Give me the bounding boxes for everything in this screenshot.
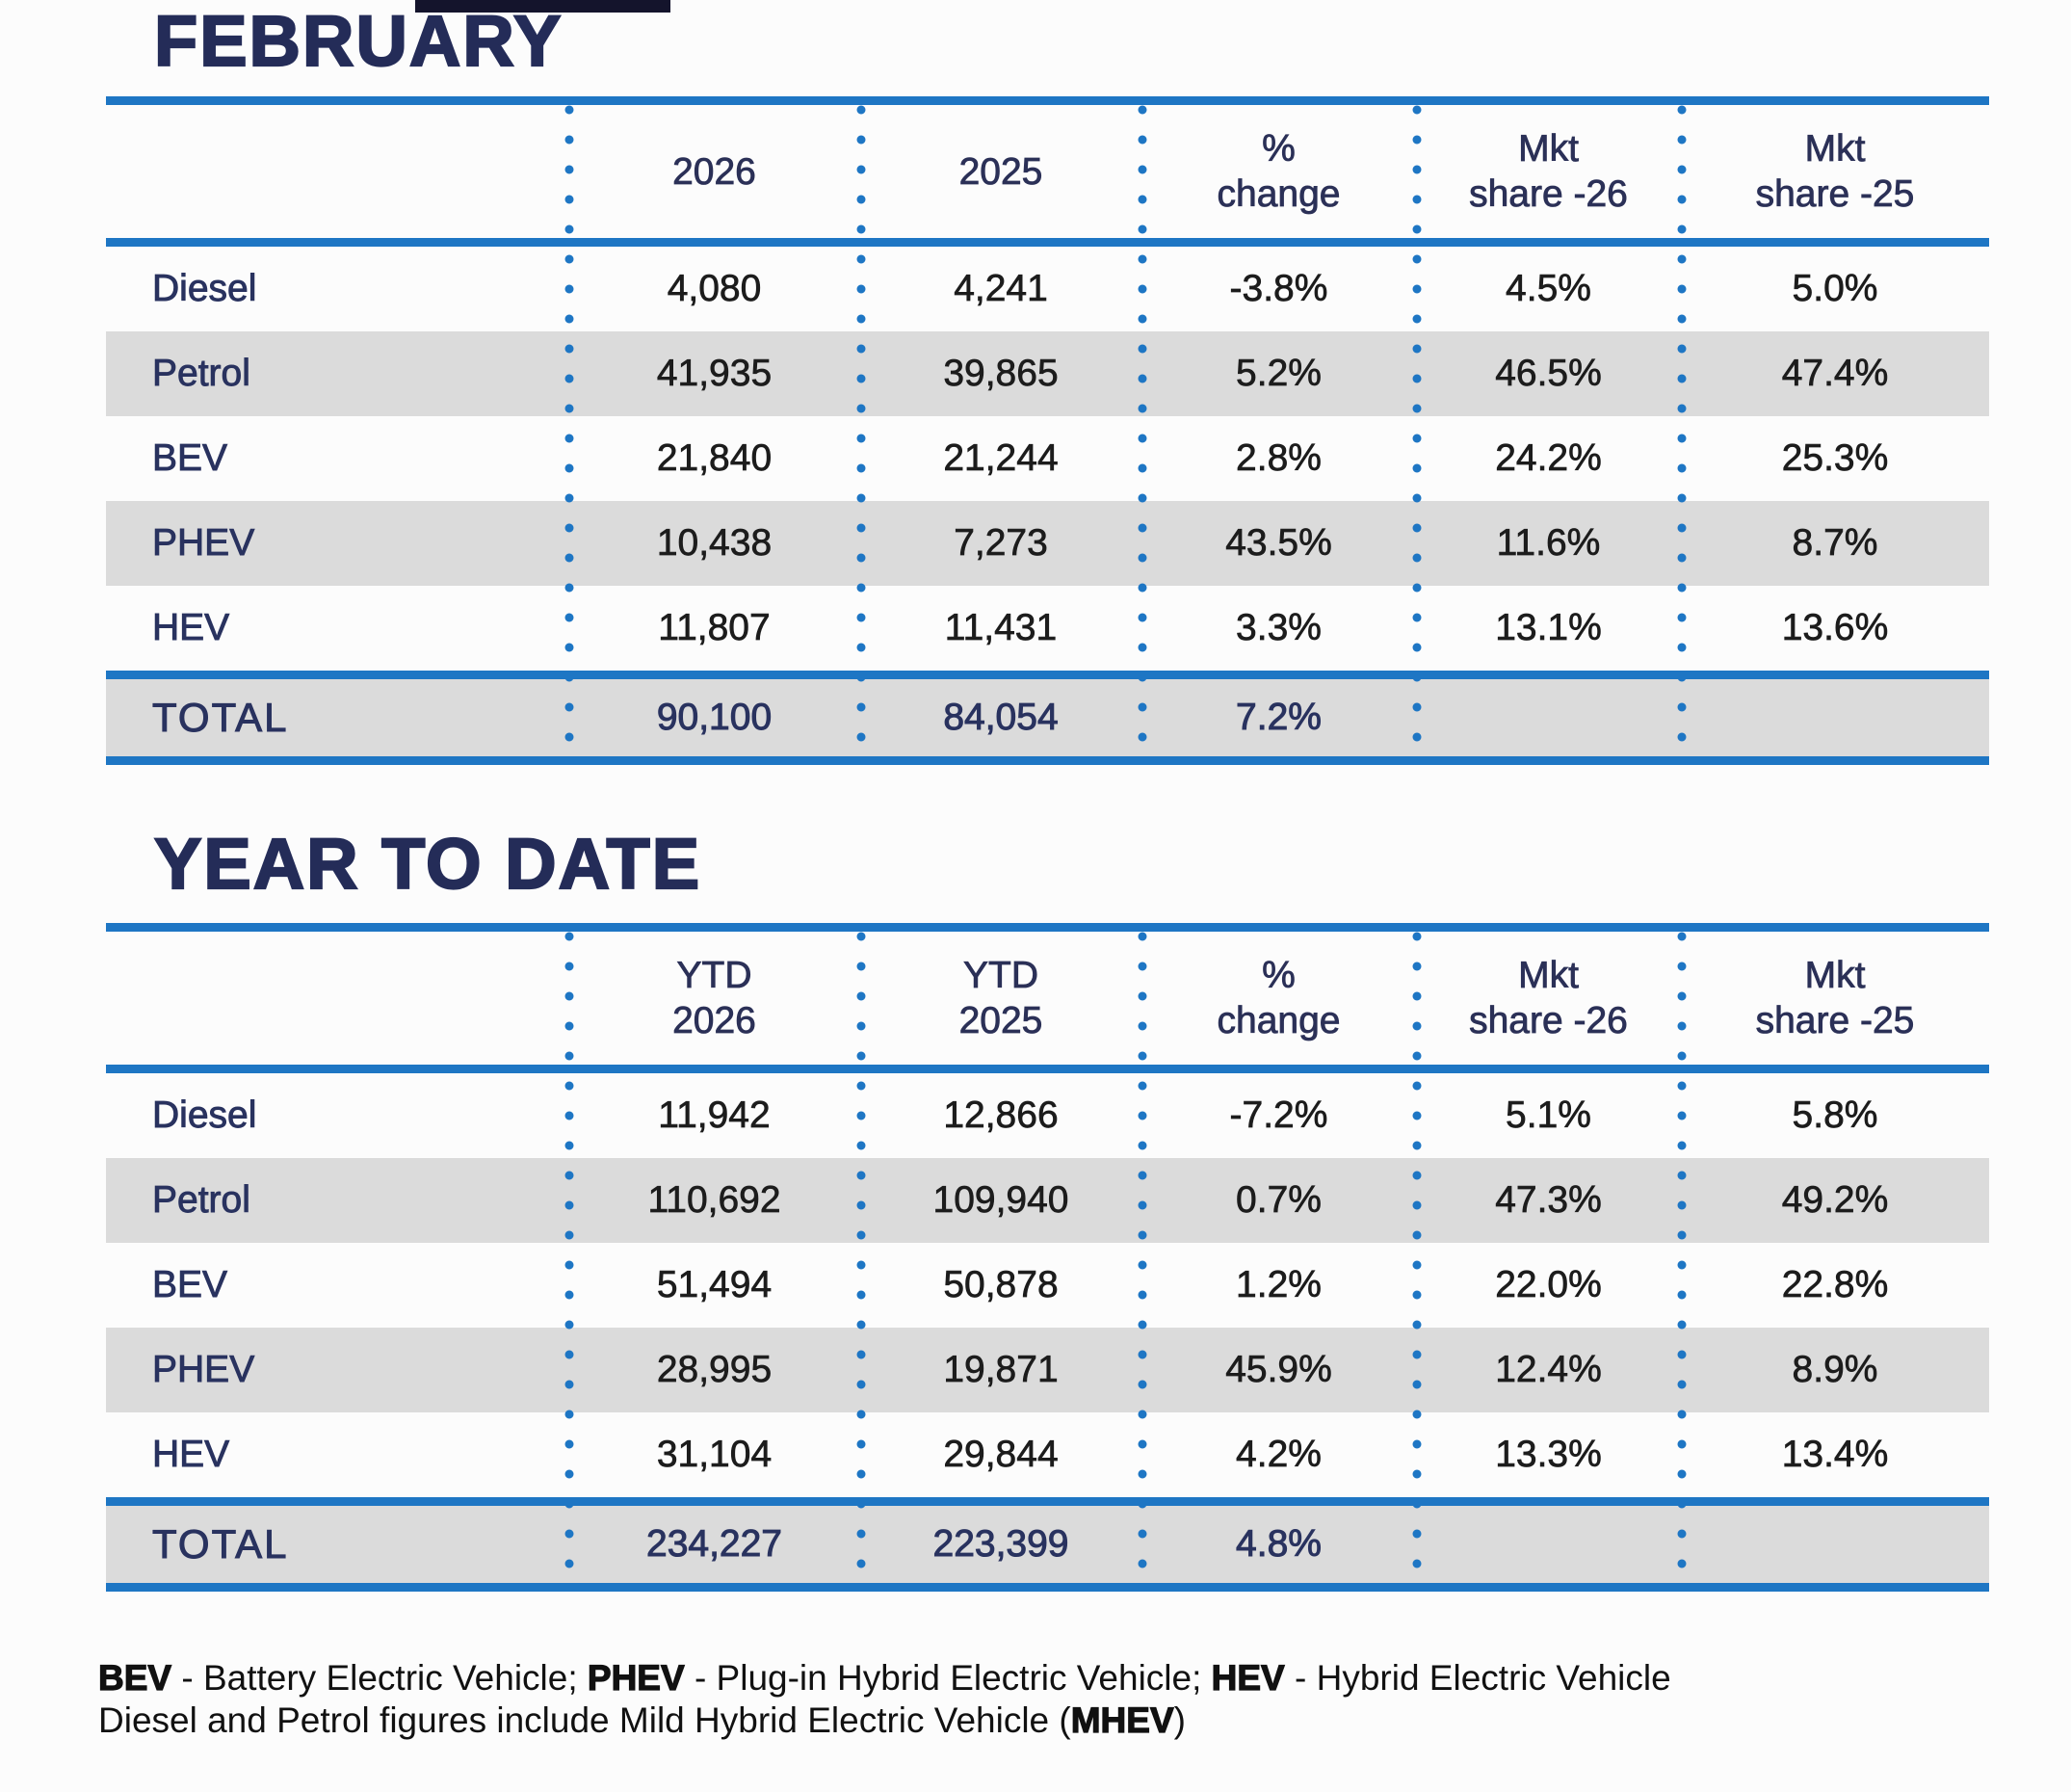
cell-value: 47.4% (1781, 353, 1889, 394)
row-label: BEV (152, 1264, 228, 1305)
col-header-pct-change: % change (1217, 128, 1341, 215)
total-row (106, 679, 1989, 756)
footnote-term-phev: PHEV (587, 1658, 685, 1698)
cell-value: 11,807 (658, 607, 771, 648)
divider-line (106, 923, 1989, 932)
footnote-text: ) (1173, 1700, 1186, 1740)
cell-value: 5.2% (1236, 353, 1322, 394)
footnote-text: - Hybrid Electric Vehicle (1284, 1658, 1671, 1698)
divider-line (106, 238, 1989, 247)
row-label: HEV (152, 607, 230, 648)
cell-value: 22.8% (1781, 1264, 1889, 1305)
cell-value: 43.5% (1225, 522, 1332, 564)
dotted-column-separator (856, 105, 866, 756)
table-row-hev (106, 1412, 1989, 1497)
dotted-column-separator (1138, 932, 1147, 1583)
col-header-fuel-type (106, 932, 568, 1065)
row-label: PHEV (152, 1349, 255, 1390)
cell-value: 11.6% (1496, 522, 1601, 564)
row-label: PHEV (152, 522, 255, 564)
cell-value: 50,878 (943, 1264, 1059, 1305)
col-header-mkt-share-25: Mkt share -25 (1755, 955, 1915, 1041)
table-row-phev (106, 1328, 1989, 1412)
cell-value: 13.3% (1495, 1434, 1602, 1475)
col-header-mkt-share-25: Mkt share -25 (1755, 128, 1915, 215)
dotted-column-separator (1412, 105, 1422, 756)
cell-value: 13.6% (1781, 607, 1889, 648)
cell-value: 21,840 (656, 437, 773, 479)
cell-value: 8.7% (1792, 522, 1878, 564)
total-label: TOTAL (152, 695, 289, 740)
col-header-2025: 2025 (958, 150, 1043, 193)
cell-value: 5.1% (1506, 1094, 1591, 1136)
cell-value: 84,054 (943, 697, 1059, 738)
cell-value: 4.8% (1236, 1523, 1322, 1565)
row-label: BEV (152, 437, 228, 479)
col-header-mkt-share-26: Mkt share -26 (1469, 128, 1628, 215)
ytd-header-row (106, 932, 1989, 1065)
cell-value: 29,844 (943, 1434, 1059, 1475)
row-label: Diesel (152, 268, 257, 309)
cell-value: 51,494 (656, 1264, 773, 1305)
row-label: Diesel (152, 1094, 257, 1136)
cell-value: 223,399 (932, 1523, 1069, 1565)
total-label: TOTAL (152, 1521, 289, 1567)
dotted-column-separator (1138, 105, 1147, 756)
row-label: Petrol (152, 353, 250, 394)
cell-value: 110,692 (647, 1179, 781, 1221)
divider-line (106, 1583, 1989, 1592)
year-to-date-table (106, 923, 1989, 1592)
cell-value: 19,871 (943, 1349, 1059, 1390)
cell-value: 31,104 (656, 1434, 773, 1475)
cell-value (1416, 679, 1681, 756)
footnote-line-2 (98, 1700, 1186, 1740)
cell-value: 21,244 (943, 437, 1059, 479)
cell-value: 45.9% (1225, 1349, 1332, 1390)
cell-value: 234,227 (646, 1523, 782, 1565)
dotted-column-separator (564, 932, 574, 1583)
col-header-ytd-2025: YTD 2025 (958, 955, 1043, 1041)
cell-value: 5.8% (1792, 1094, 1878, 1136)
cell-value: 5.0% (1792, 268, 1878, 309)
table-row-hev (106, 586, 1989, 671)
dotted-column-separator (1412, 932, 1422, 1583)
footnote-line-1 (98, 1658, 1671, 1698)
footnote-text: - Battery Electric Vehicle; (171, 1658, 588, 1698)
cell-value: 2.8% (1236, 437, 1322, 479)
col-header-2026: 2026 (672, 150, 756, 193)
cell-value: 11,942 (658, 1094, 771, 1136)
row-label: HEV (152, 1434, 230, 1475)
cell-value: 4,241 (954, 268, 1048, 309)
dotted-column-separator (564, 105, 574, 756)
cell-value: 10,438 (656, 522, 773, 564)
col-header-fuel-type (106, 105, 568, 238)
cell-value: 8.9% (1792, 1349, 1878, 1390)
cell-value: 39,865 (943, 353, 1059, 394)
cell-value: -7.2% (1229, 1094, 1328, 1136)
footnote-term-hev: HEV (1211, 1658, 1285, 1698)
table-row-bev (106, 1243, 1989, 1328)
cell-value: 0.7% (1236, 1179, 1322, 1221)
table-row-petrol (106, 331, 1989, 416)
cell-value: 12.4% (1495, 1349, 1602, 1390)
dotted-column-separator (1677, 932, 1687, 1583)
cell-value (1681, 1506, 1989, 1583)
cell-value: 1.2% (1236, 1264, 1322, 1305)
cell-value: -3.8% (1229, 268, 1328, 309)
col-header-mkt-share-26: Mkt share -26 (1469, 955, 1628, 1041)
table-row-diesel (106, 247, 1989, 331)
footnote (98, 1657, 2005, 1742)
cell-value: 4,080 (667, 268, 762, 309)
cell-value: 41,935 (656, 353, 773, 394)
col-header-ytd-2026: YTD 2026 (672, 955, 756, 1041)
february-title: FEBRUARY (154, 1, 564, 81)
cell-value: 25.3% (1781, 437, 1889, 479)
divider-line (106, 1497, 1989, 1506)
table-row-diesel (106, 1073, 1989, 1158)
col-header-pct-change: % change (1217, 955, 1341, 1041)
cell-value: 13.4% (1781, 1434, 1889, 1475)
cell-value: 13.1% (1495, 607, 1602, 648)
cell-value: 4.5% (1506, 268, 1591, 309)
cell-value: 7.2% (1236, 697, 1322, 738)
cell-value (1416, 1506, 1681, 1583)
footnote-term-mhev: MHEV (1070, 1700, 1174, 1740)
divider-line (106, 671, 1989, 679)
cell-value: 90,100 (656, 697, 773, 738)
february-table (106, 96, 1989, 765)
cell-value: 109,940 (932, 1179, 1069, 1221)
row-label: Petrol (152, 1179, 250, 1221)
table-row-bev (106, 416, 1989, 501)
cell-value: 4.2% (1236, 1434, 1322, 1475)
dotted-column-separator (856, 932, 866, 1583)
dotted-column-separator (1677, 105, 1687, 756)
footnote-term-bev: BEV (98, 1658, 172, 1698)
cell-value (1681, 679, 1989, 756)
footnote-text: Diesel and Petrol figures include Mild Hybrid Electric Vehicle ( (98, 1700, 1071, 1740)
cell-value: 7,273 (954, 522, 1048, 564)
total-row (106, 1506, 1989, 1583)
february-header-row (106, 105, 1989, 238)
divider-line (106, 756, 1989, 765)
footnote-text: - Plug-in Hybrid Electric Vehicle; (684, 1658, 1212, 1698)
divider-line (106, 1065, 1989, 1073)
cell-value: 24.2% (1495, 437, 1602, 479)
cell-value: 49.2% (1781, 1179, 1889, 1221)
cell-value: 46.5% (1495, 353, 1602, 394)
table-row-petrol (106, 1158, 1989, 1243)
cell-value: 28,995 (656, 1349, 773, 1390)
cell-value: 3.3% (1236, 607, 1322, 648)
year-to-date-title: YEAR TO DATE (154, 824, 702, 904)
cell-value: 22.0% (1495, 1264, 1602, 1305)
cell-value: 47.3% (1495, 1179, 1602, 1221)
table-row-phev (106, 501, 1989, 586)
cell-value: 12,866 (943, 1094, 1059, 1136)
divider-line (106, 96, 1989, 105)
cell-value: 11,431 (944, 607, 1058, 648)
